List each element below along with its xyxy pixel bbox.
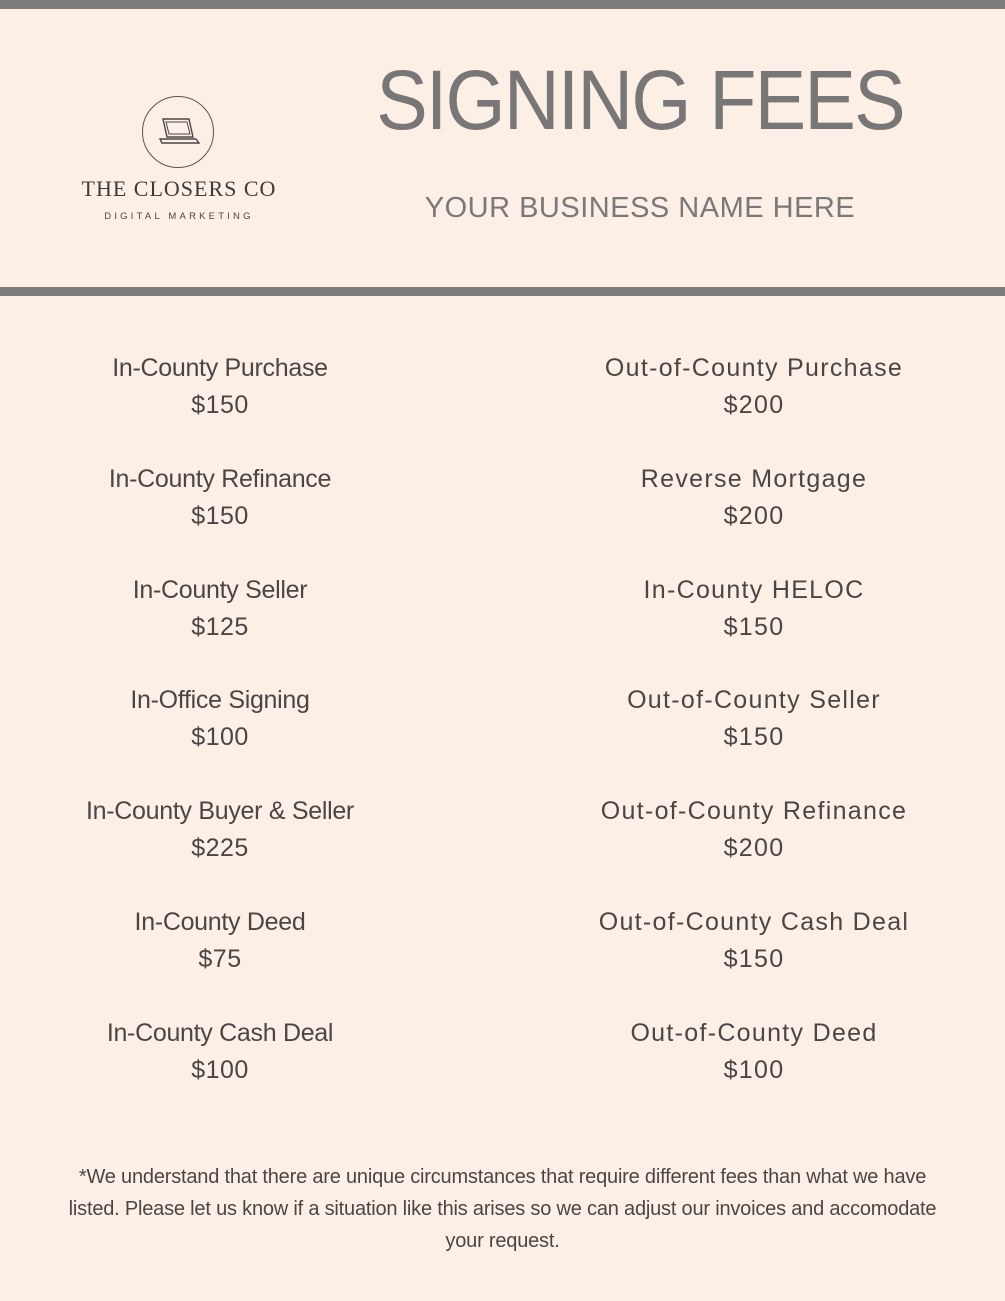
page-title: SIGNING FEES bbox=[376, 53, 904, 147]
fee-price: $100 bbox=[191, 723, 249, 752]
fee-list-right bbox=[560, 350, 948, 1126]
fee-item bbox=[560, 572, 948, 683]
header-divider bbox=[0, 287, 1005, 296]
fee-item bbox=[560, 682, 948, 793]
fee-item bbox=[60, 350, 380, 461]
fee-name: In-County Seller bbox=[132, 575, 308, 604]
fee-name: Out-of-County Deed bbox=[630, 1018, 878, 1047]
fee-price: $200 bbox=[723, 834, 785, 863]
logo-badge bbox=[142, 96, 214, 168]
fee-item bbox=[60, 572, 380, 683]
fee-name: In-Office Signing bbox=[130, 686, 310, 715]
laptop-icon bbox=[156, 115, 202, 149]
fee-name: In-County Purchase bbox=[112, 354, 328, 382]
fee-price: $150 bbox=[723, 723, 785, 752]
fee-item bbox=[60, 1015, 380, 1126]
fee-name: Reverse Mortgage bbox=[640, 464, 868, 493]
fee-name: Out-of-County Seller bbox=[627, 686, 881, 715]
fee-item bbox=[560, 1015, 948, 1126]
fee-price: $200 bbox=[723, 501, 785, 530]
logo-wordmark: THE CLOSERS CO bbox=[81, 176, 277, 201]
fee-price: $150 bbox=[723, 612, 785, 641]
fee-name: In-County Deed bbox=[134, 907, 306, 936]
fee-item bbox=[560, 793, 948, 904]
fee-name: Out-of-County Cash Deal bbox=[598, 907, 910, 936]
fee-price: $150 bbox=[723, 944, 785, 973]
fee-price: $125 bbox=[191, 612, 249, 641]
logo-tagline: DIGITAL MARKETING bbox=[104, 211, 254, 222]
top-divider bbox=[0, 0, 1005, 9]
fee-item bbox=[60, 682, 380, 793]
fee-price: $150 bbox=[191, 391, 249, 419]
fee-name: In-County Refinance bbox=[108, 464, 332, 493]
footnote: *We understand that there are unique circumstances that require different fees than what we have listed. Please let us know if a situation like this arises so we can adjust our invoices and accomodate your request. bbox=[68, 1166, 937, 1252]
fee-name: In-County Cash Deal bbox=[106, 1018, 334, 1047]
fee-list-left bbox=[60, 350, 380, 1126]
fee-item bbox=[560, 461, 948, 572]
fee-name: In-County HELOC bbox=[643, 575, 865, 604]
fee-price: $150 bbox=[191, 501, 249, 530]
fee-price: $100 bbox=[191, 1055, 249, 1084]
business-name: YOUR BUSINESS NAME HERE bbox=[424, 192, 856, 224]
fee-item bbox=[60, 461, 380, 572]
fee-price: $225 bbox=[191, 834, 249, 863]
fee-price: $75 bbox=[198, 944, 242, 973]
fee-name: In-County Buyer & Seller bbox=[86, 797, 354, 826]
fee-item bbox=[60, 904, 380, 1015]
fee-name: Out-of-County Purchase bbox=[604, 354, 904, 382]
fee-item bbox=[560, 350, 948, 461]
fee-price: $200 bbox=[723, 391, 785, 419]
fee-item bbox=[60, 793, 380, 904]
fee-price: $100 bbox=[723, 1055, 785, 1084]
fee-name: Out-of-County Refinance bbox=[600, 797, 908, 826]
fee-item bbox=[560, 904, 948, 1015]
